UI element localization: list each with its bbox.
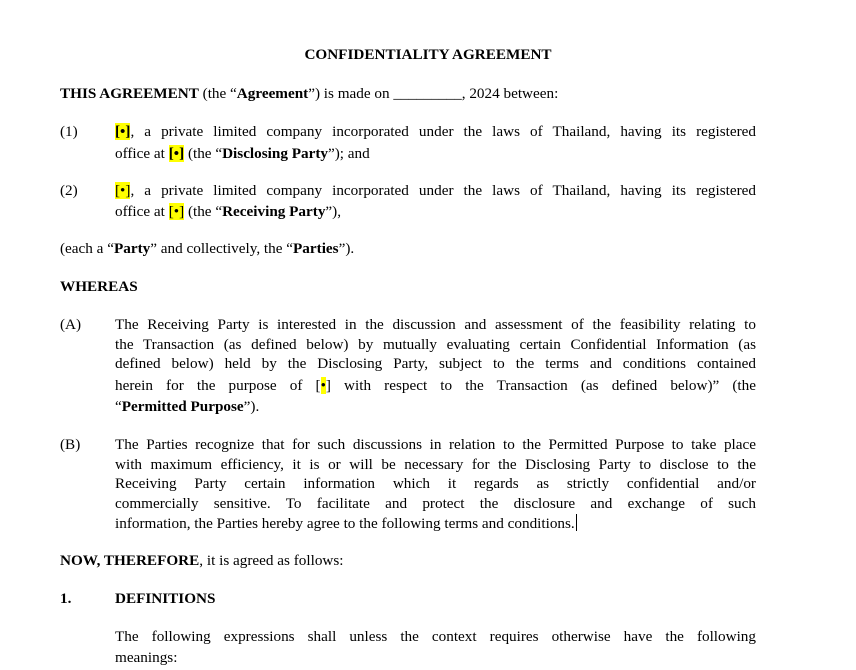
- recital-a-line: [115, 398, 259, 416]
- recital-a-line: [115, 355, 756, 373]
- bold-term: Permitted Purpose: [121, 398, 244, 415]
- text-segment: (the “: [184, 203, 223, 220]
- text-segment: , a private limited company incorporated under the laws of Thailand, having its registered: [130, 123, 756, 140]
- text-segment: ” and collectively, the “: [150, 240, 294, 257]
- text-segment: with maximum efficiency, it is or will be necessary for the Disclosing Party to disclose to the: [115, 456, 756, 473]
- recital-b-line: [115, 436, 756, 454]
- text-segment: (the “: [184, 145, 223, 162]
- text-segment: ”).: [338, 240, 355, 257]
- bold-term: NOW, THEREFORE: [60, 552, 200, 569]
- party-1-number: (1): [60, 123, 78, 140]
- text-segment: Receiving Party certain information which it regards as strictly confidential and/or: [115, 475, 756, 492]
- placeholder-highlight: [•]: [168, 145, 185, 162]
- bold-term: Party: [113, 240, 151, 257]
- placeholder-highlight: •: [320, 377, 326, 394]
- text-segment: The following expressions shall unless the context requires otherwise have the following: [115, 628, 756, 645]
- bold-term: Receiving Party: [222, 203, 326, 220]
- text-segment: (the “: [198, 85, 237, 102]
- text-segment: meanings:: [115, 649, 178, 666]
- recital-b-last-text: [115, 515, 575, 532]
- party-1-line: [115, 123, 756, 141]
- text-segment: ”) is made on _________, 2024 between:: [308, 85, 559, 102]
- text-segment: (each a “: [60, 240, 114, 257]
- party-1-line: [115, 145, 370, 163]
- party-2-line: [115, 203, 341, 221]
- text-segment: “: [115, 398, 122, 415]
- text-segment: defined below) held by the Disclosing Party, subject to the terms and conditions contained: [115, 355, 756, 372]
- bold-term: THIS AGREEMENT: [60, 85, 199, 102]
- text-segment: the Transaction (as defined below) by mutually evaluating certain Confidential Information (as: [115, 336, 756, 353]
- text-segment: commercially sensitive. To facilitate and protect the disclosure and exchange of such: [115, 495, 756, 512]
- parties-definition: [60, 240, 354, 258]
- party-2-line: [115, 182, 756, 200]
- definitions-intro-line: [115, 628, 756, 646]
- text-segment: , a private limited company incorporated under the laws of Thailand, having its registered: [130, 182, 756, 199]
- text-segment: , it is agreed as follows:: [199, 552, 344, 569]
- text-segment: herein for the purpose of [: [115, 377, 321, 394]
- recital-a-number: (A): [60, 316, 82, 333]
- text-segment: ”),: [325, 203, 342, 220]
- text-cursor: [576, 514, 577, 531]
- recital-a-line: [115, 336, 756, 354]
- placeholder-highlight: [•]: [115, 182, 131, 199]
- text-segment: The Receiving Party is interested in the discussion and assessment of the feasibility relating to: [115, 316, 756, 333]
- whereas-heading: WHEREAS: [60, 278, 138, 295]
- bold-term: Agreement: [236, 85, 309, 102]
- text-segment: ”).: [243, 398, 260, 415]
- party-2-number: (2): [60, 182, 78, 199]
- text-segment: The Parties recognize that for such discussions in relation to the Permitted Purpose to take place: [115, 436, 756, 453]
- recital-a-line: [115, 316, 756, 334]
- section-1-heading: DEFINITIONS: [115, 590, 216, 607]
- text-segment: information, the Parties hereby agree to the following terms and conditions.: [115, 515, 575, 532]
- section-1-number: 1.: [60, 590, 72, 607]
- now-therefore-paragraph: [60, 552, 344, 570]
- placeholder-highlight: [•]: [115, 123, 131, 140]
- recital-a-line: [115, 377, 756, 395]
- definitions-intro-line: [115, 649, 177, 667]
- bold-term: Disclosing Party: [222, 145, 328, 162]
- text-segment: office at: [115, 203, 169, 220]
- placeholder-highlight: [•]: [168, 203, 185, 220]
- recital-b-line[interactable]: [115, 514, 577, 533]
- text-segment: ] with respect to the Transaction (as defined below)” (the: [325, 377, 756, 394]
- recital-b-line: [115, 495, 756, 513]
- document-title: CONFIDENTIALITY AGREEMENT: [304, 46, 552, 63]
- text-segment: office at: [115, 145, 169, 162]
- bold-term: Parties: [293, 240, 339, 257]
- recital-b-number: (B): [60, 436, 81, 453]
- text-segment: ”); and: [327, 145, 370, 162]
- recital-b-line: [115, 456, 756, 474]
- recital-b-line: [115, 475, 756, 493]
- intro-paragraph: [60, 85, 558, 103]
